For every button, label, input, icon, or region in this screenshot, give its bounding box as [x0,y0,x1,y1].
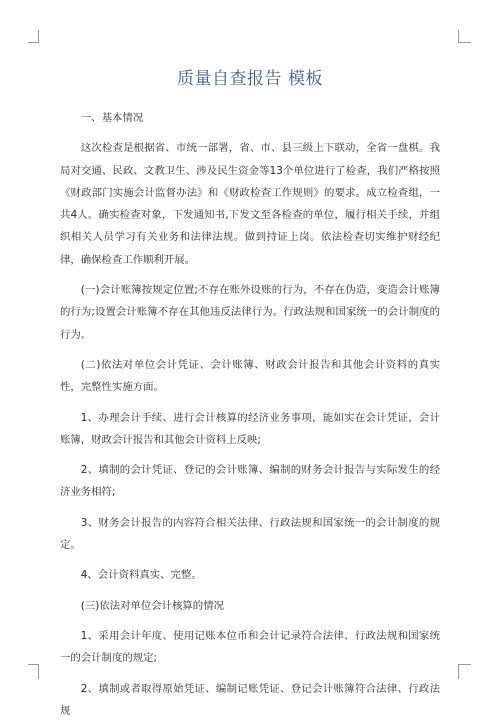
crop-mark-top-left [28,30,39,43]
paragraph: 1、办理会计手续、进行会计核算的经济业务事项，能如实在会计凭证，会计账簿，财政会计报告和其他会计资料上反映; [60,411,440,446]
paragraph: 这次检查是根据省、市统一部署，省、市、县三级上下联动，全省一盘棋。我局对交通、民政、文教卫生、涉及民生资金等13个单位进行了检查，我们严格按照《财政部门实施会计监督办法》和《财政检查工作规则》的要求。成立检查组，一共4人。确实检查对象，下发通知书,下发文至各检查的单位，履行相关手续，并组织相关人员学习有关业务和法律法规。做到持证上岗。依法检查切实维护财经纪律，确保检查工作顺利开展。 [60,142,440,266]
section-heading: 一、基本情况 [80,112,144,124]
paragraph: 1、采用会计年度、使用记账本位币和会计记录符合法律、行政法规和国家统一的会计制度的规定; [60,629,440,665]
paragraph: 3、财务会计报告的内容符合相关法律、行政法规和国家统一的会计制度的规定。 [60,516,440,552]
paragraph: (三)依法对单位会计核算的情况 [80,599,224,612]
crop-mark-bottom-left [28,664,39,679]
crop-mark-bottom-right [458,664,471,679]
paragraph: (一)会计账簿按规定位置;不存在账外设账的行为，不存在伪造，变造会计账簿的行为;设置会计账簿不存在其他违反法律行为。行政法规和国家统一的会计制度的行为。 [60,284,440,341]
paragraph: (二)依法对单位会计凭证、会计账簿、财政会计报告和其他会计资料的真实性，完整性实施方面。 [60,358,440,394]
document-body [60,107,440,722]
crop-mark-top-right [458,30,471,43]
paragraph: 2、填制或者取得原始凭证、编制记账凭证、登记会计账簿符合法律、行政法规 [60,682,440,717]
paragraph: 2、填制的会计凭证、登记的会计账簿、编制的财务会计报告与实际发生的经济业务相符; [60,464,440,499]
paragraph: 4、会计资料真实、完整。 [80,569,202,582]
document-title: 质量自查报告 模板 [177,69,323,89]
